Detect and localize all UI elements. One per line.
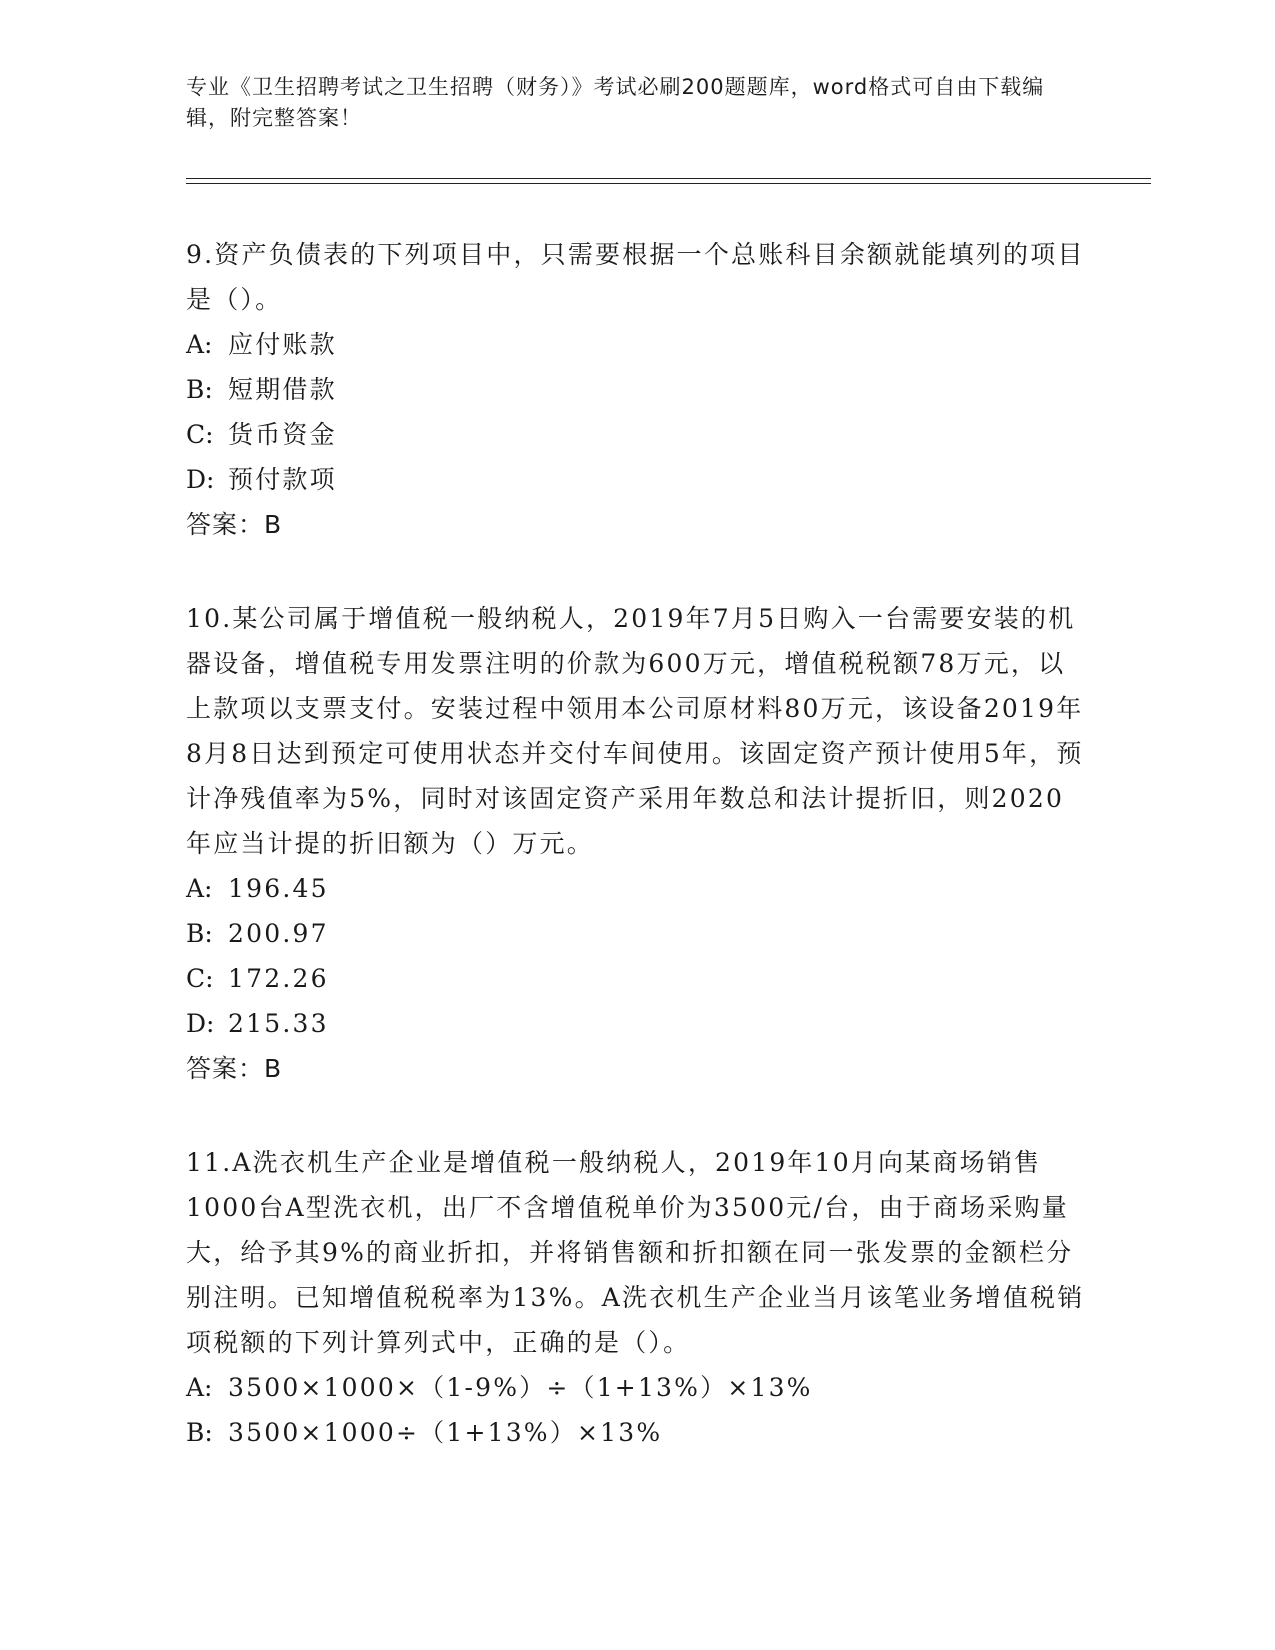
- option-text: 3500×1000×（1-9%）÷（1+13%）×13%: [228, 1373, 813, 1402]
- option-a: [186, 322, 1086, 367]
- option-text: 172.26: [228, 964, 329, 993]
- option-c: [186, 956, 1086, 1001]
- question-stem: 10.某公司属于增值税一般纳税人，2019年7月5日购入一台需要安装的机器设备，增值税专用发票注明的价款为600万元，增值税税额78万元，以上款项以支票支付。安装过程中领用本公司原材料80万元，该设备2019年8月8日达到预定可使用状态并交付车间使用。该固定资产预计使用5年，预计净残值率为5%，同时对该固定资产采用年数总和法计提折旧，则2020年应当计提的折旧额为（）万元。: [186, 604, 1084, 858]
- option-letter: C:: [186, 420, 214, 449]
- option-text: 短期借款: [228, 375, 337, 404]
- option-text: 215.33: [228, 1009, 329, 1038]
- option-d: [186, 1001, 1086, 1046]
- option-b: [186, 911, 1086, 956]
- option-letter: C:: [186, 964, 214, 993]
- option-letter: A:: [186, 330, 213, 359]
- option-letter: D:: [186, 465, 215, 494]
- option-d: [186, 457, 1086, 502]
- option-text: 196.45: [228, 874, 329, 903]
- option-text: 3500×1000÷（1+13%）×13%: [228, 1418, 663, 1447]
- option-text: 200.97: [228, 919, 329, 948]
- option-a: [186, 1365, 1086, 1410]
- answer-line: 答案：B: [186, 1054, 283, 1083]
- option-letter: B:: [186, 375, 213, 404]
- document-header: 专业《卫生招聘考试之卫生招聘（财务）》考试必刷200题题库，word格式可自由下载编辑，附完整答案！: [186, 75, 1045, 130]
- option-b: [186, 367, 1086, 412]
- option-c: [186, 412, 1086, 457]
- header-rule-top: [186, 178, 1151, 179]
- question-11: [186, 1140, 1086, 1455]
- option-letter: A:: [186, 1373, 213, 1402]
- option-a: [186, 866, 1086, 911]
- option-text: 应付账款: [228, 330, 337, 359]
- option-letter: B:: [186, 1418, 213, 1447]
- header-rule-bottom: [186, 183, 1151, 184]
- option-text: 货币资金: [228, 420, 337, 449]
- question-9: [186, 232, 1086, 547]
- question-10: [186, 596, 1086, 1091]
- option-letter: A:: [186, 874, 213, 903]
- question-stem: 11.A洗衣机生产企业是增值税一般纳税人，2019年10月向某商场销售1000台A型洗衣机，出厂不含增值税单价为3500元/台，由于商场采购量大，给予其9%的商业折扣，并将销售额和折扣额在同一张发票的金额栏分别注明。已知增值税税率为13%。A洗衣机生产企业当月该笔业务增值税销项税额的下列计算列式中，正确的是（）。: [186, 1148, 1085, 1357]
- answer-line: 答案：B: [186, 510, 283, 539]
- option-text: 预付款项: [228, 465, 337, 494]
- question-stem: 9.资产负债表的下列项目中，只需要根据一个总账科目余额就能填列的项目是（）。: [186, 240, 1085, 314]
- option-letter: B:: [186, 919, 213, 948]
- option-letter: D:: [186, 1009, 215, 1038]
- option-b: [186, 1410, 1086, 1455]
